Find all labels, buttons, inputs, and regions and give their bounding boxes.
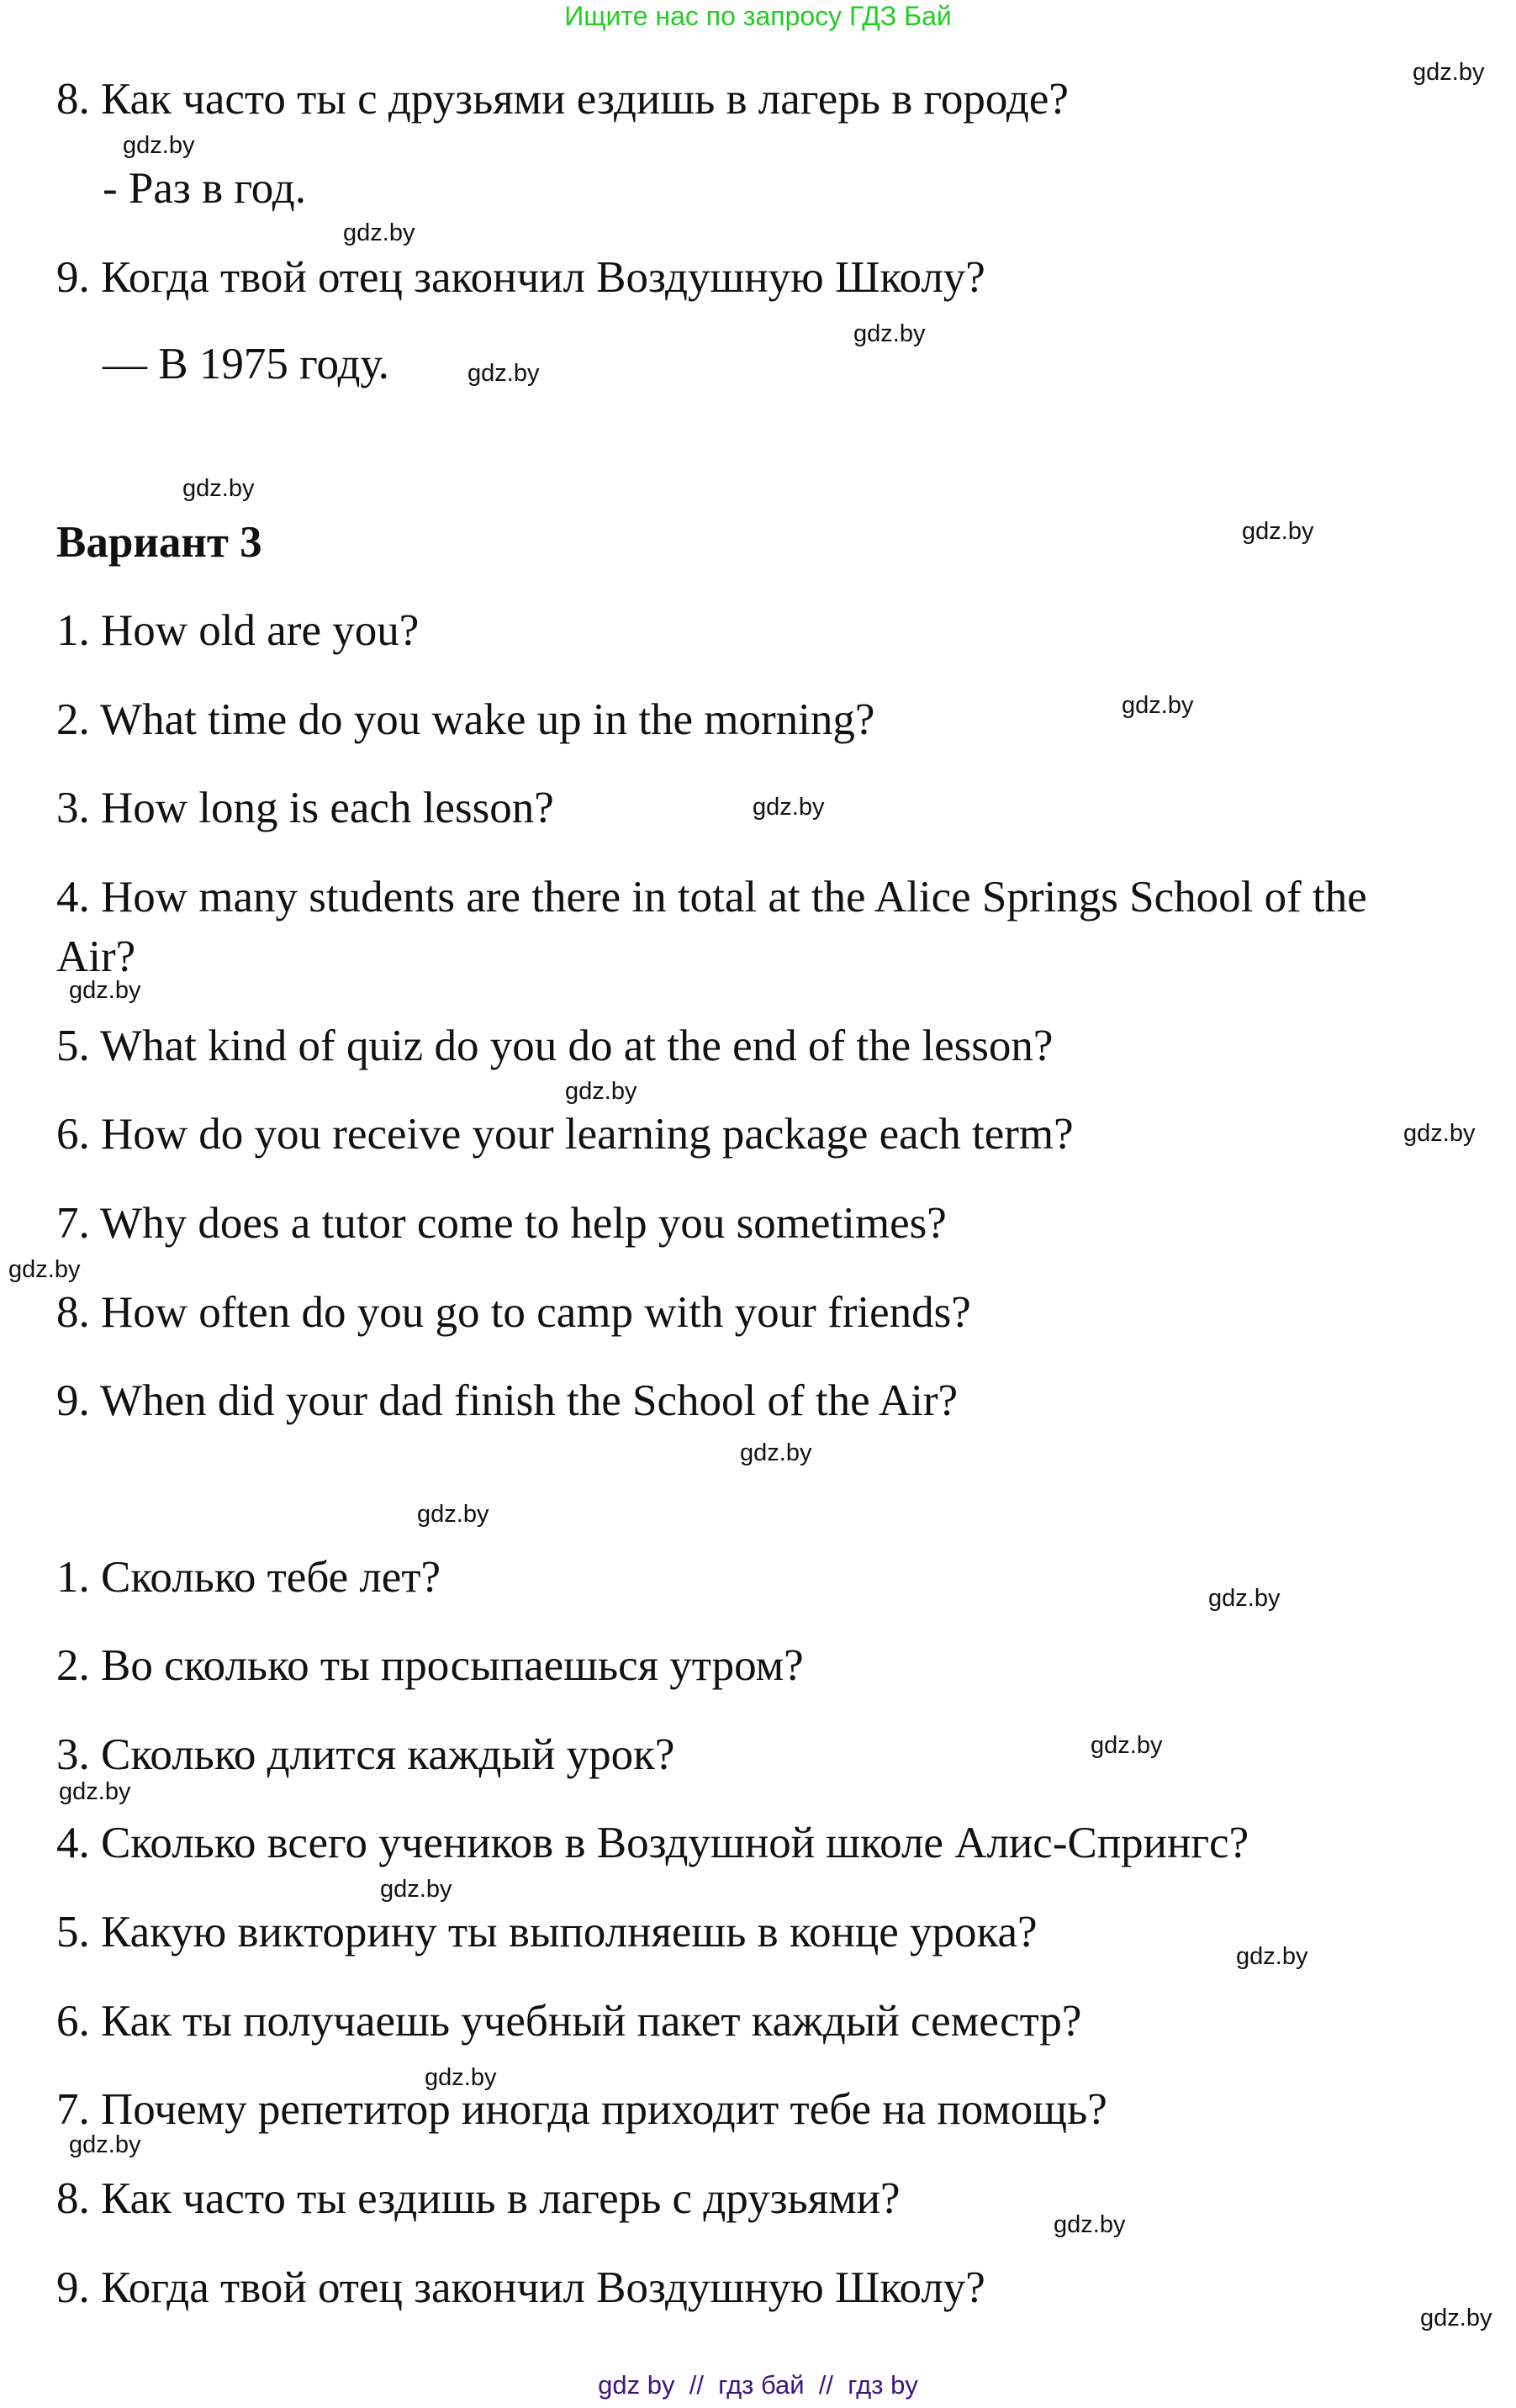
russian-question: 1. Сколько тебе лет? xyxy=(56,1553,441,1602)
russian-question: 9. Когда твой отец закончил Воздушную Школу? xyxy=(56,2263,985,2312)
watermark: gdz.by xyxy=(740,1439,812,1466)
russian-question: 6. Как ты получаешь учебный пакет каждый семестр? xyxy=(56,1997,1082,2046)
watermark: gdz.by xyxy=(69,2131,141,2158)
english-question: 9. When did your dad finish the School of the Air? xyxy=(56,1376,959,1425)
answer-line: 9. Когда твой отец закончил Воздушную Школу? xyxy=(56,253,985,302)
answer-line: 8. Как часто ты с друзьями ездишь в лагерь в городе? xyxy=(56,75,1069,124)
watermark: gdz.by xyxy=(380,1876,452,1903)
watermark: gdz.by xyxy=(1420,2305,1492,2331)
watermark: gdz.by xyxy=(1242,518,1314,545)
watermark: gdz.by xyxy=(565,1078,637,1105)
watermark: gdz.by xyxy=(1403,1120,1476,1147)
watermark: gdz.by xyxy=(1208,1585,1281,1612)
footer-links: gdz by // гдз бай // гдз by xyxy=(598,2370,918,2400)
english-question: 5. What kind of quiz do you do at the end of the lesson? xyxy=(56,1022,1054,1070)
watermark: gdz.by xyxy=(417,1501,489,1528)
search-hint-banner: Ищите нас по запросу ГДЗ Бай xyxy=(564,1,952,31)
russian-question: 8. Как часто ты ездишь в лагерь с друзьями? xyxy=(56,2174,901,2223)
russian-question: 2. Во сколько ты просыпаешься утром? xyxy=(56,1641,804,1690)
english-question: 8. How often do you go to camp with your friends? xyxy=(56,1288,971,1337)
watermark: gdz.by xyxy=(59,1778,131,1805)
watermark: gdz.by xyxy=(467,360,540,387)
watermark: gdz.by xyxy=(1122,692,1194,719)
watermark: gdz.by xyxy=(853,320,926,347)
watermark: gdz.by xyxy=(753,794,825,821)
russian-question: 7. Почему репетитор иногда приходит тебе на помощь? xyxy=(56,2085,1107,2134)
watermark: gdz.by xyxy=(182,475,255,502)
variant-title: Вариант 3 xyxy=(56,518,262,567)
answer-line: - Раз в год. xyxy=(103,164,306,213)
watermark: gdz.by xyxy=(343,219,415,246)
english-question: 6. How do you receive your learning package each term? xyxy=(56,1110,1074,1159)
watermark: gdz.by xyxy=(8,1256,81,1283)
english-question: 1. How old are you? xyxy=(56,606,420,655)
english-question: 3. How long is each lesson? xyxy=(56,784,554,832)
watermark: gdz.by xyxy=(1091,1732,1163,1759)
english-question: 2. What time do you wake up in the morning? xyxy=(56,695,875,744)
watermark: gdz.by xyxy=(69,977,141,1004)
watermark: gdz.by xyxy=(123,132,195,159)
russian-question: 4. Сколько всего учеников в Воздушной школе Алис-Спрингс? xyxy=(56,1819,1249,1867)
russian-question: 5. Какую викторину ты выполняешь в конце урока? xyxy=(56,1908,1038,1956)
english-question: 7. Why does a tutor come to help you sometimes? xyxy=(56,1199,947,1248)
watermark: gdz.by xyxy=(425,2064,497,2091)
answer-line: — В 1975 году. xyxy=(103,340,389,388)
russian-question: 3. Сколько длится каждый урок? xyxy=(56,1730,675,1779)
english-question: 4. How many students are there in total at the Alice Springs School of the xyxy=(56,873,1367,921)
english-question: Air? xyxy=(56,932,136,981)
watermark: gdz.by xyxy=(1413,59,1485,86)
watermark: gdz.by xyxy=(1054,2211,1126,2238)
watermark: gdz.by xyxy=(1236,1943,1308,1970)
